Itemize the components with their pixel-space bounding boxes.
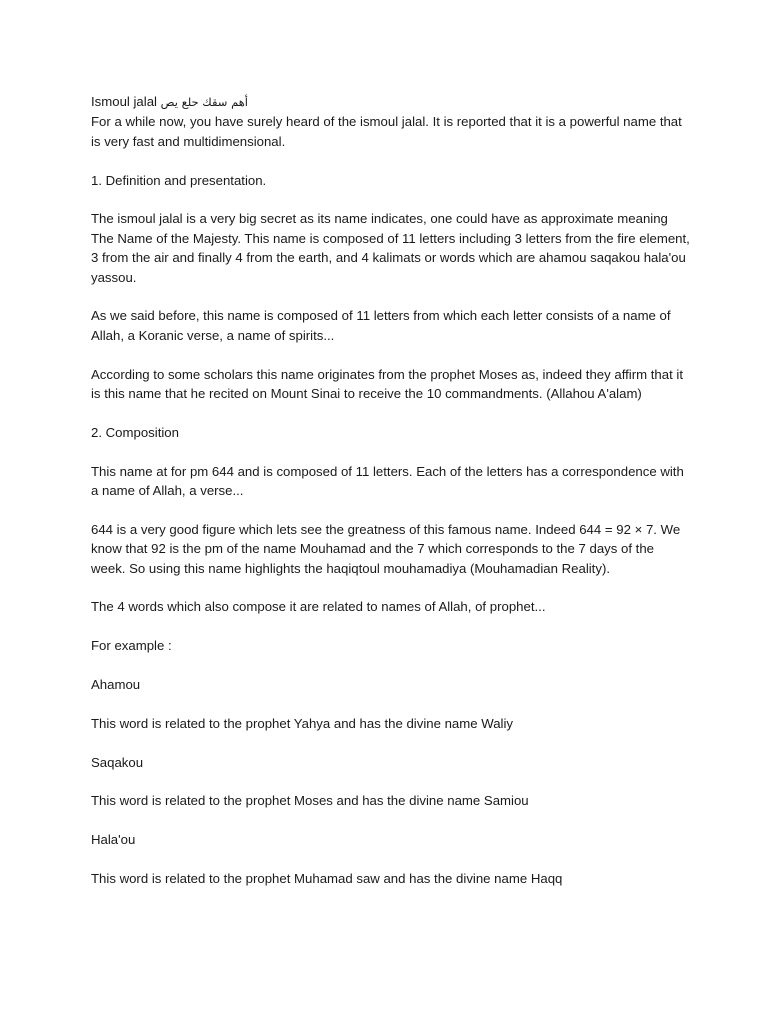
paragraph-ahamou: This word is related to the prophet Yahya and has the divine name Waliy [91,715,513,731]
paragraph-intro: For a while now, you have surely heard of the ismoul jalal. It is reported that it is a powerful name that is very fast and multidimensional. [91,114,682,149]
word-heading-halaou: Hala'ou [91,832,136,848]
title-latin: Ismoul jalal [91,94,157,109]
paragraph-halaou: This word is related to the prophet Muhamad saw and has the divine name Haqq [91,871,563,887]
paragraph-composition: This name at for pm 644 and is composed of 11 letters. Each of the letters has a correspondence with a name of Allah, a verse... [91,463,684,499]
section-heading-definition: 1. Definition and presentation. [91,172,267,188]
section-heading-composition: 2. Composition [91,424,179,440]
paragraph-four-words: The 4 words which also compose it are related to names of Allah, of prophet... [91,599,546,615]
paragraph-origin: According to some scholars this name originates from the prophet Moses as, indeed they affirm that it is this name that he recited on Mount Sinai to receive the 10 commandments. (Allahou A'alam) [91,366,684,402]
paragraph-letters: As we said before, this name is composed of 11 letters from which each letter consists of a name of Allah, a Koranic verse, a name of spirits... [91,308,671,343]
document-title [91,92,691,112]
word-heading-saqakou: Saqakou [91,754,144,770]
paragraph-saqakou: This word is related to the prophet Moses and has the divine name Samiou [91,793,529,809]
paragraph-definition: The ismoul jalal is a very big secret as its name indicates, one could have as approximate meaning The Name of the Majesty. This name is composed of 11 letters including 3 letters from the fire element, 3 from the air and finally 4 from the earth, and 4 kalimats or words which are ahamou saqakou hala'ou yassou. [91,211,690,285]
paragraph-number-644: 644 is a very good figure which lets see the greatness of this famous name. Indeed 644 = 92 × 7. We know that 92 is the pm of the name Mouhamad and the 7 which corresponds to the 7 days of the week. So using this name highlights the haqiqtoul mouhamadiya (Mouhamadian Reality). [91,521,681,576]
word-heading-ahamou: Ahamou [91,677,141,693]
paragraph-for-example: For example : [91,638,172,654]
title-arabic: أهم سقك حلع يص [160,95,248,109]
document-body [91,92,691,908]
